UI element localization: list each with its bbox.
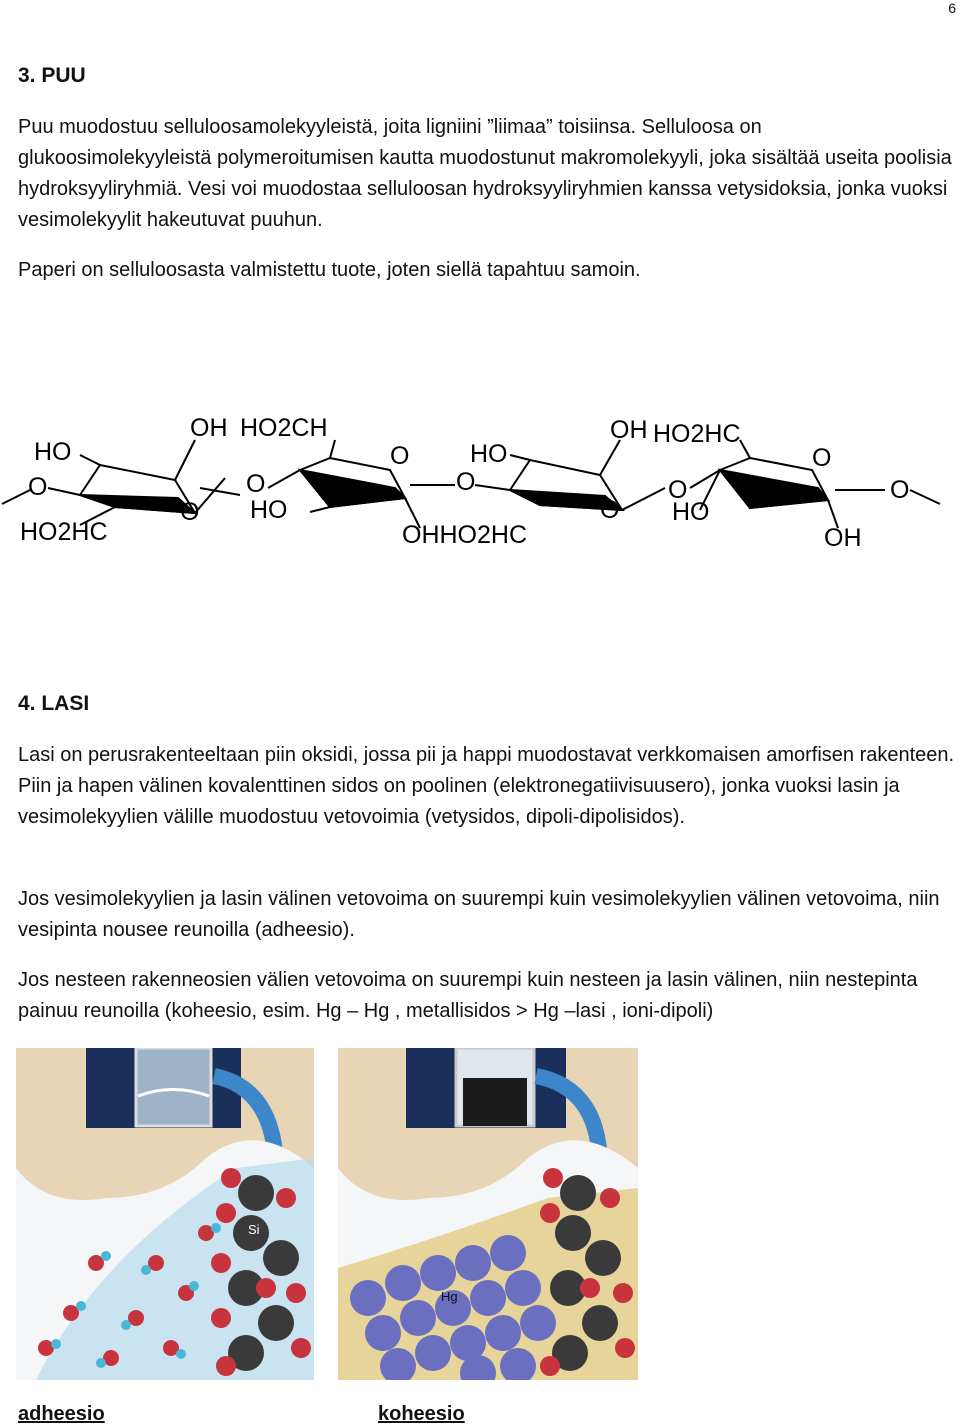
label-o: O — [246, 470, 266, 498]
paragraph-cohesion: Jos nesteen rakenneosien välien vetovoima on suurempi kuin nesteen ja lasin välinen, niin nestepinta painuu reunoilla (koheesio, esim. Hg – Hg , metallisidos > Hg –lasi , ioni-dipoli) — [18, 969, 918, 1022]
label-oh: OH — [190, 414, 228, 442]
paragraph-adhesion: Jos vesimolekyylien ja lasin välinen vetovoima on suurempi kuin vesimolekyylien välinen vetovoima, niin vesipinta nousee reunoilla (adheesio). — [18, 888, 940, 941]
label-o: O — [28, 473, 48, 501]
caption-cohesion: koheesio — [378, 1403, 465, 1425]
label-o: O — [390, 442, 410, 470]
hg-atom-label: Hg — [441, 1289, 458, 1304]
paragraph-wood: Puu muodostuu selluloosamolekyyleistä, joita ligniini ”liimaa” toisiinsa. Selluloosa on glukoosimolekyyleistä polymeroitumisen kautta muodostunut makromolekyyli, joka sisältää useita poolisia hydroksyyliryhmiä. Vesi voi muodostaa selluloosan hydroksyyliryhmien kanssa vetysidoksia, jonka vuoksi vesimolekyylit hakeutuvat puuhun. — [18, 116, 952, 231]
cellulose-structure — [0, 400, 960, 560]
caption-adhesion: adheesio — [18, 1403, 105, 1425]
section-heading-puu: 3. PUU — [18, 64, 86, 87]
label-ho: HO — [672, 498, 710, 526]
label-o: O — [668, 476, 688, 504]
paragraph-paper: Paperi on selluloosasta valmistettu tuote, joten siellä tapahtuu samoin. — [18, 259, 641, 281]
label-ho2hc: HO2HC — [20, 518, 108, 546]
label-o: O — [456, 468, 476, 496]
label-ho2hc: HO2HC — [653, 420, 741, 448]
label-oh: OH — [824, 524, 862, 552]
adhesion-illustration — [16, 1048, 314, 1380]
label-ho2ch: HO2CH — [240, 414, 328, 442]
section-heading-lasi: 4. LASI — [18, 692, 90, 715]
cohesion-illustration — [338, 1048, 638, 1380]
si-atom-label: Si — [248, 1222, 260, 1237]
label-o: O — [600, 496, 620, 524]
label-ohho2hc: OHHO2HC — [402, 521, 528, 549]
label-oh: OH — [610, 416, 648, 444]
label-o: O — [812, 444, 832, 472]
label-ho: HO — [470, 440, 508, 468]
label-ho: HO — [34, 438, 72, 466]
page-number: 6 — [948, 0, 956, 16]
label-ho: HO — [250, 496, 288, 524]
label-o: O — [890, 476, 910, 504]
paragraph-glass: Lasi on perusrakenteeltaan piin oksidi, jossa pii ja happi muodostavat verkkomaisen amorfisen rakenteen. Piin ja hapen välinen kovalenttinen sidos on poolinen (elektronegatiivisuusero), jonka vuoksi lasin ja vesimolekyylien välille muodostuu vetovoimia (vetysidos, dipoli-dipolisidos). — [18, 744, 955, 828]
label-o: O — [180, 498, 200, 526]
